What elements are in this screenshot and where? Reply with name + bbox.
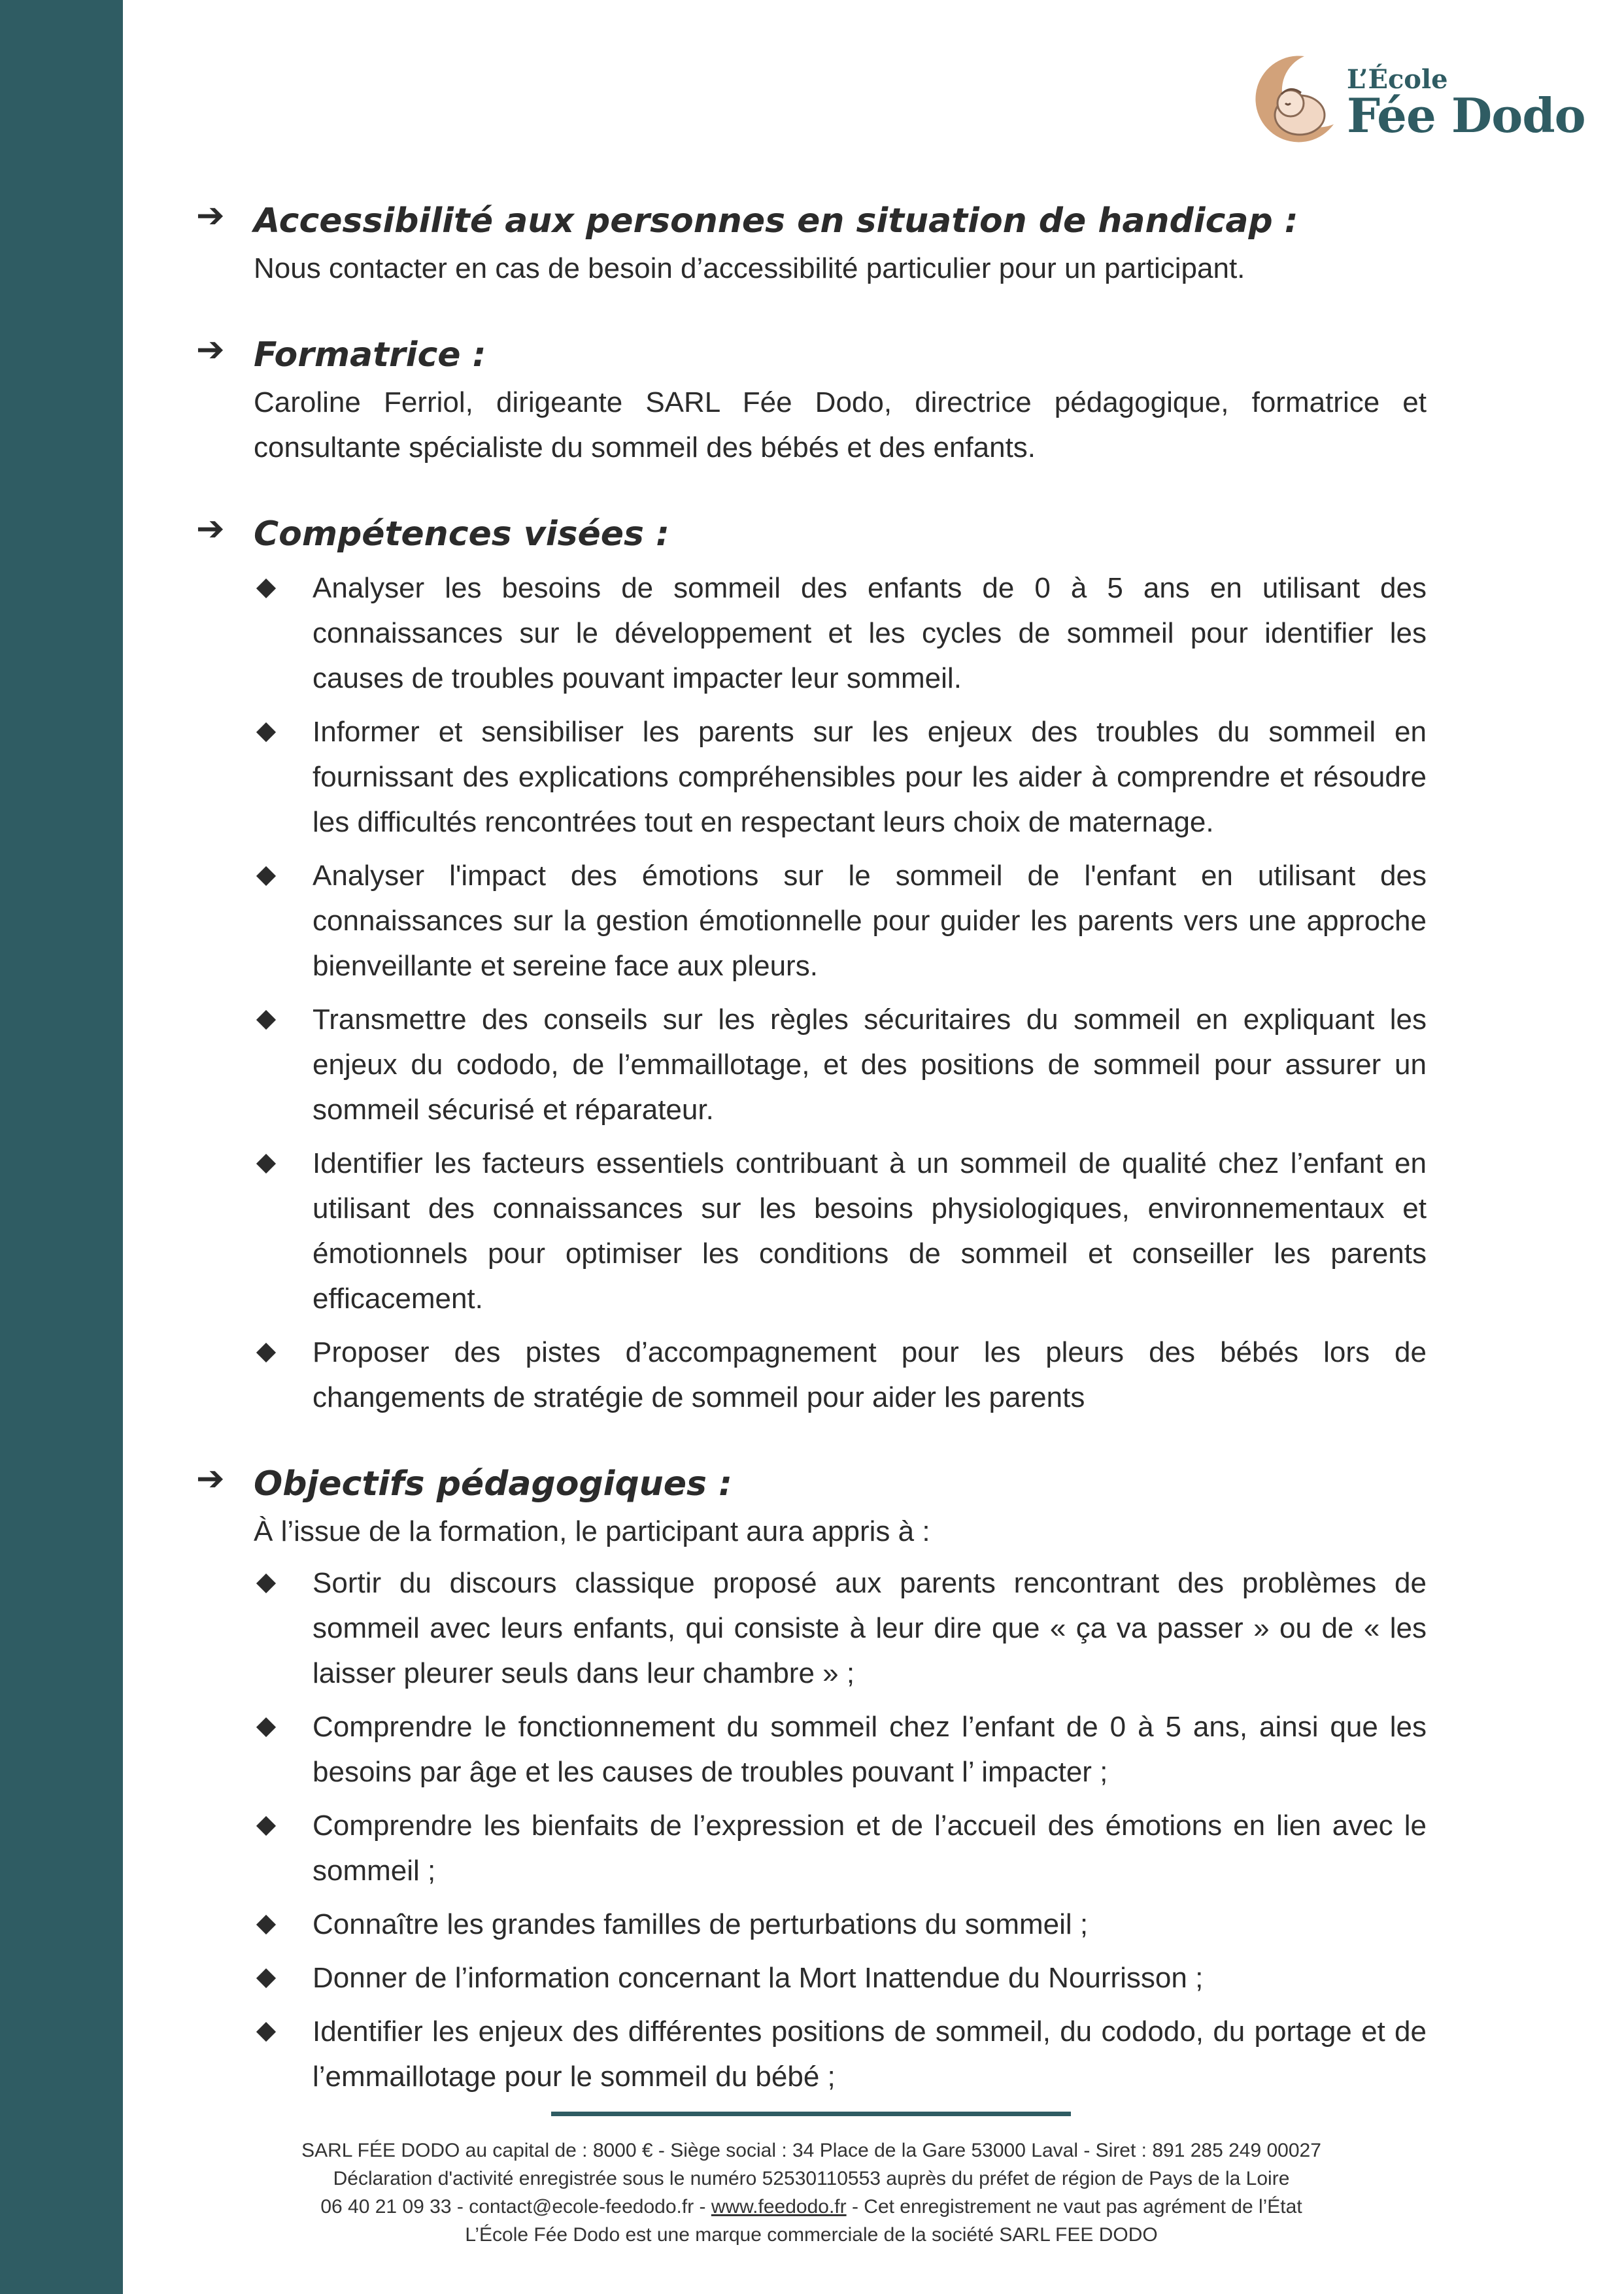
footer-contact-text: 06 40 21 09 33 - contact@ecole-feedodo.fr -	[320, 2196, 711, 2218]
list-item-text: Identifier les enjeux des différentes positions de sommeil, du cododo, du portage et de l’emmaillotage pour le sommeil du bébé ;	[313, 2016, 1427, 2093]
section-accessibility	[196, 196, 1427, 291]
objectives-list	[254, 1560, 1427, 2099]
brand-logo	[1242, 51, 1585, 156]
list-item-text: Comprendre les bienfaits de l’expression et de l’accueil des émotions en lien avec le sommeil ;	[313, 1810, 1427, 1887]
diamond-bullet-icon	[256, 2022, 276, 2042]
list-item	[254, 997, 1427, 1132]
diamond-bullet-icon	[256, 1915, 276, 1934]
diamond-bullet-icon	[256, 1816, 276, 1836]
skills-list	[254, 565, 1427, 1420]
list-item	[254, 1704, 1427, 1795]
objectives-heading: Objectifs pédagogiques :	[254, 1464, 732, 1504]
list-item-text: Informer et sensibiliser les parents sur les enjeux des troubles du sommeil en fournissant des explications compréhensibles pour les aider à comprendre et résoudre les difficultés rencontrées tout en respectant leurs choix de maternage.	[313, 716, 1427, 838]
footer-notice-text: - Cet enregistrement ne vaut pas agrément de l’État	[846, 2196, 1302, 2218]
arrow-right-icon: ➔	[196, 1460, 225, 1498]
page-footer	[196, 2136, 1427, 2249]
footer-divider	[551, 2112, 1071, 2116]
section-objectives	[196, 1459, 1427, 2099]
list-item	[254, 2009, 1427, 2099]
arrow-right-icon: ➔	[196, 197, 225, 235]
skills-heading: Compétences visées :	[254, 514, 669, 554]
section-skills	[196, 509, 1427, 1420]
diamond-bullet-icon	[256, 722, 276, 742]
diamond-bullet-icon	[256, 1574, 276, 1593]
list-item	[254, 1330, 1427, 1420]
footer-contact-line	[196, 2193, 1427, 2221]
trainer-text: Caroline Ferriol, dirigeante SARL Fée Dodo, directrice pédagogique, formatrice et consultante spécialiste du sommeil des bébés et des enfants.	[254, 386, 1427, 464]
logo-small-text: L’École	[1347, 64, 1448, 95]
arrow-right-icon: ➔	[196, 331, 225, 369]
website-link[interactable]: www.feedodo.fr	[711, 2196, 847, 2218]
list-item	[254, 1902, 1427, 1947]
document-body	[196, 196, 1427, 2138]
list-item	[254, 1955, 1427, 2000]
accessibility-text: Nous contacter en cas de besoin d’accessibilité particulier pour un participant.	[254, 252, 1245, 284]
left-sidebar-band	[0, 0, 123, 2294]
list-item	[254, 1560, 1427, 1696]
trainer-heading: Formatrice :	[254, 335, 486, 375]
list-item-text: Analyser l'impact des émotions sur le sommeil de l'enfant en utilisant des connaissances sur la gestion émotionnelle pour guider les parents vers une approche bienveillante et sereine face aux pleurs.	[313, 860, 1427, 982]
diamond-bullet-icon	[256, 1968, 276, 1988]
footer-company-line: SARL FÉE DODO au capital de : 8000 € - Siège social : 34 Place de la Gare 53000 Laval - Siret : 891 285 249 00027	[301, 2140, 1321, 2161]
diamond-bullet-icon	[256, 1717, 276, 1737]
diamond-bullet-icon	[256, 1343, 276, 1362]
list-item-text: Analyser les besoins de sommeil des enfants de 0 à 5 ans en utilisant des connaissances sur le développement et les cycles de sommeil pour identifier les causes de troubles pouvant impacter leur sommeil.	[313, 572, 1427, 694]
diamond-bullet-icon	[256, 1010, 276, 1030]
diamond-bullet-icon	[256, 579, 276, 598]
moon-baby-icon	[1242, 51, 1340, 149]
footer-brand-line: L’École Fée Dodo est une marque commerciale de la société SARL FEE DODO	[465, 2224, 1158, 2246]
section-trainer	[196, 330, 1427, 470]
footer-declaration-line: Déclaration d'activité enregistrée sous le numéro 52530110553 auprès du préfet de région de Pays de la Loire	[333, 2168, 1290, 2189]
diamond-bullet-icon	[256, 866, 276, 886]
objectives-intro: À l’issue de la formation, le participant aura appris à :	[254, 1515, 930, 1547]
list-item-text: Identifier les facteurs essentiels contribuant à un sommeil de qualité chez l’enfant en utilisant des connaissances sur les besoins physiologiques, environnementaux et émotionnels pour optimiser les conditions de sommeil et conseiller les parents efficacement.	[313, 1147, 1427, 1315]
list-item	[254, 1803, 1427, 1893]
list-item-text: Connaître les grandes familles de perturbations du sommeil ;	[313, 1908, 1089, 1940]
list-item	[254, 1141, 1427, 1321]
list-item-text: Comprendre le fonctionnement du sommeil chez l’enfant de 0 à 5 ans, ainsi que les besoins par âge et les causes de troubles pouvant l’ impacter ;	[313, 1711, 1427, 1788]
diamond-bullet-icon	[256, 1154, 276, 1173]
list-item-text: Sortir du discours classique proposé aux parents rencontrant des problèmes de sommeil avec leurs enfants, qui consiste à leur dire que « ça va passer » ou de « les laisser pleurer seuls dans leur chambre » ;	[313, 1567, 1427, 1689]
list-item	[254, 709, 1427, 845]
list-item-text: Donner de l’information concernant la Mort Inattendue du Nourrisson ;	[313, 1962, 1204, 1994]
logo-brand-name: Fée Dodo	[1347, 88, 1585, 143]
list-item-text: Transmettre des conseils sur les règles sécuritaires du sommeil en expliquant les enjeux du cododo, de l’emmaillotage, et des positions de sommeil pour assurer un sommeil sécurisé et réparateur.	[313, 1004, 1427, 1126]
list-item	[254, 853, 1427, 988]
list-item-text: Proposer des pistes d’accompagnement pour les pleurs des bébés lors de changements de stratégie de sommeil pour aider les parents	[313, 1336, 1427, 1413]
list-item	[254, 565, 1427, 701]
accessibility-heading: Accessibilité aux personnes en situation de handicap :	[254, 201, 1298, 241]
arrow-right-icon: ➔	[196, 510, 225, 548]
